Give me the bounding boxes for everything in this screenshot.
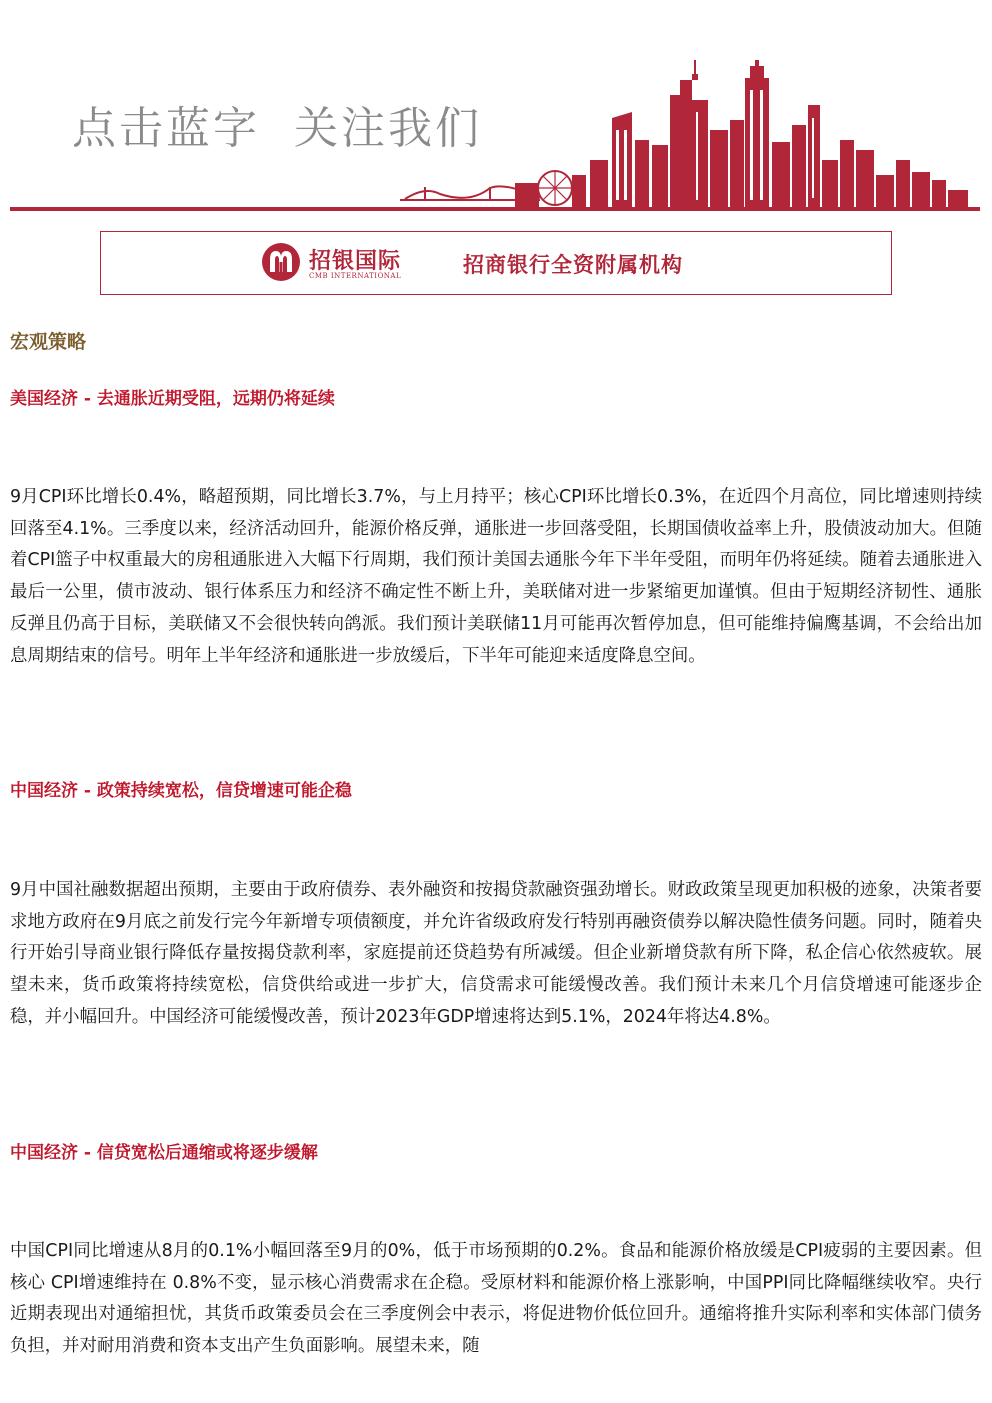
- brand-banner: [100, 231, 892, 295]
- section-title: 宏观策略: [10, 331, 87, 353]
- header-divider: [10, 207, 980, 211]
- article-body-china-credit: 9月中国社融数据超出预期，主要由于政府债券、表外融资和按揭贷款融资强劲增长。财政政策呈现更加积极的迹象，决策者要求地方政府在9月底之前发行完今年新增专项债额度，并允许省级政府发行特别再融资债券以解决隐性债务问题。同时，随着央行开始引导商业银行降低存量按揭贷款利率，家庭提前还贷趋势有所减缓。但企业新增贷款有所下降，私企信心依然疲软。展望未来，货币政策将持续宽松，信贷供给或进一步扩大，信贷需求可能缓慢改善。我们预计未来几个月信贷增速可能逐步企稳，并小幅回升。中国经济可能缓慢改善，预计2023年GDP增速将达到5.1%，2024年将达4.8%。: [10, 880, 982, 1027]
- ferris-wheel-icon: [538, 171, 572, 205]
- brand-name-en: CMB INTERNATIONAL: [309, 272, 402, 280]
- article-heading-us-economy: 美国经济 - 去通胀近期受阻，远期仍将延续: [10, 389, 335, 409]
- article-body-us-economy: 9月CPI环比增长0.4%，略超预期，同比增长3.7%，与上月持平；核心CPI环比增长0.3%，在近四个月高位，同比增速则持续回落至4.1%。三季度以来，经济活动回升，能源价格反弹，通胀进一步回落受阻，长期国债收益率上升，股债波动加大。但随着CPI篮子中权重最大的房租通胀进入大幅下行周期，我们预计美国去通胀今年下半年受阻，而明年仍将延续。随着去通胀进入最后一公里，债市波动、银行体系压力和经济不确定性不断上升，美联储对进一步紧缩更加谨慎。但由于短期经济韧性、通胀反弹且仍高于目标，美联储又不会很快转向鸽派。我们预计美联储11月可能再次暂停加息，但可能维持偏鹰基调，不会给出加息周期结束的信号。明年上半年经济和通胀进一步放缓后，下半年可能迎来适度降息空间。: [10, 487, 982, 666]
- follow-us-slogan[interactable]: 点击蓝字 关注我们: [72, 103, 482, 154]
- cmb-international-logo-icon: [261, 242, 301, 282]
- article-heading-china-credit: 中国经济 - 政策持续宽松，信贷增速可能企稳: [10, 781, 352, 801]
- brand-tagline: 招商银行全资附属机构: [463, 253, 683, 277]
- header-banner: [0, 0, 992, 215]
- brand-name-cn: 招银国际: [309, 249, 402, 274]
- article-body-china-deflation: 中国CPI同比增速从8月的0.1%小幅回落至9月的0%，低于市场预期的0.2%。食品和能源价格放缓是CPI疲弱的主要因素。但核心 CPI增速维持在 0.8%不变，显示核心消费需求在企稳。受原材料和能源价格上涨影响，中国PPI同比降幅继续收窄。央行近期表现出对通缩担忧，其货币政策委员会在三季度例会中表示，将促进物价低位回升。通缩将推升实际利率和实体部门债务负担，并对耐用消费和资本支出产生负面影响。展望未来，随: [10, 1241, 982, 1357]
- article-heading-china-deflation: 中国经济 - 信贷宽松后通缩或将逐步缓解: [10, 1143, 318, 1163]
